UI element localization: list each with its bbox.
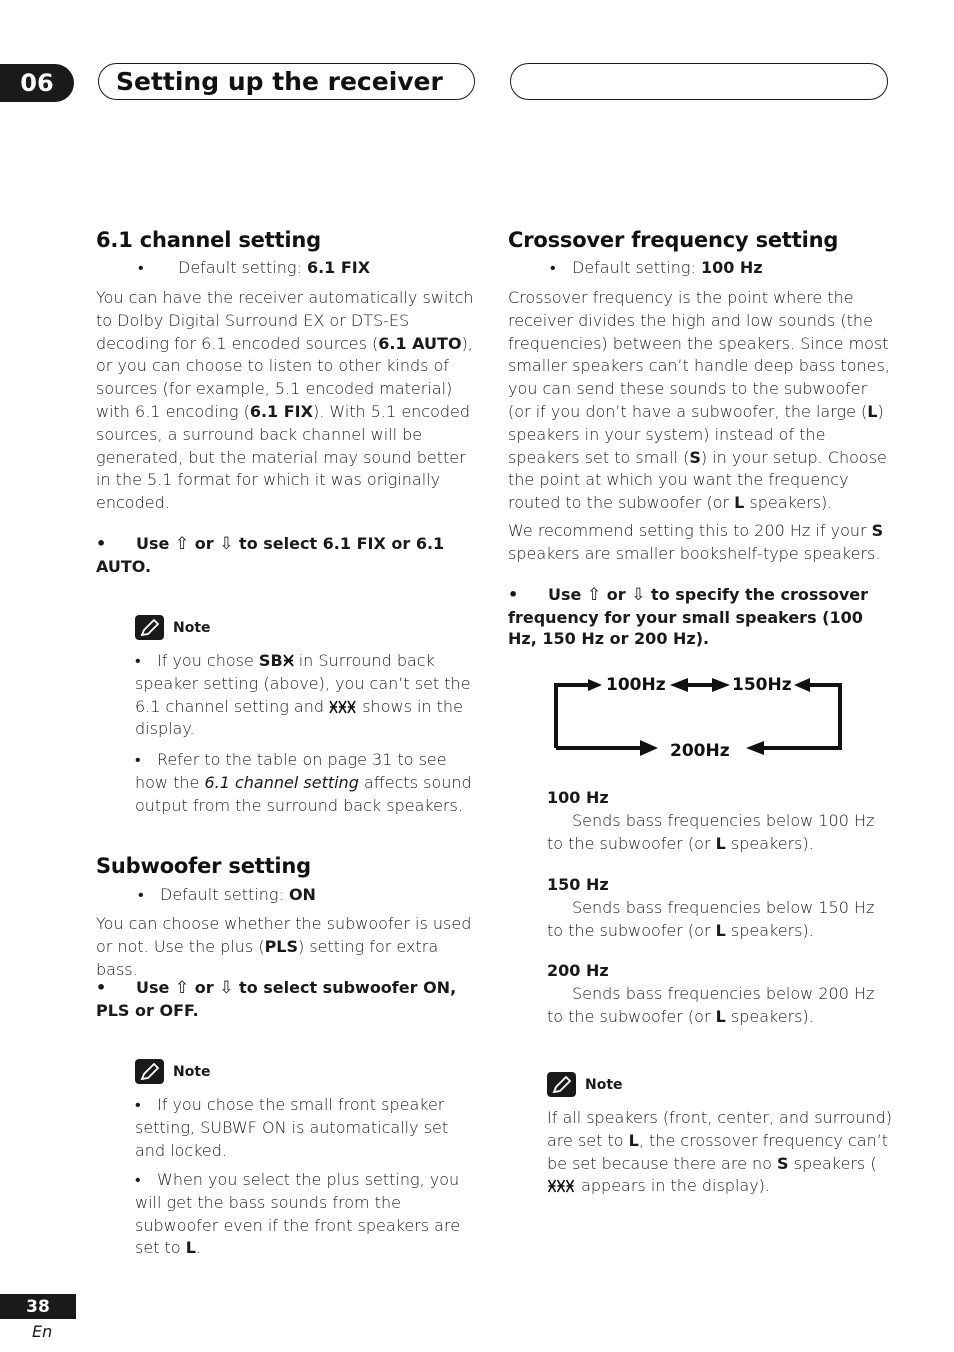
text: speakers).	[725, 1006, 814, 1026]
pencil-note-icon	[547, 1072, 576, 1097]
sb-indicator-icon: SB	[258, 651, 283, 670]
speaker-size: L	[867, 401, 878, 421]
default-label: Default setting:	[160, 885, 289, 904]
speaker-size: S	[871, 521, 884, 540]
speaker-size: L	[715, 920, 726, 940]
option-description	[547, 897, 892, 943]
pencil-note-icon	[135, 615, 164, 640]
subwoofer-note-2	[135, 1169, 475, 1260]
subwoofer-setting-heading: Subwoofer setting	[96, 854, 312, 878]
mode-name: 6.1 FIX	[249, 401, 313, 421]
note-label: Note	[585, 1076, 623, 1093]
subwoofer-instruction	[96, 977, 476, 1021]
default-value: 100 Hz	[700, 258, 763, 277]
crossover-default-setting	[550, 257, 763, 279]
text: .	[195, 1238, 201, 1258]
bullet: •	[96, 534, 107, 553]
crossover-recommendation	[508, 520, 893, 566]
speaker-size: L	[715, 1006, 726, 1026]
text: Sends bass frequencies below 100 Hz to the subwoofer (or	[547, 810, 875, 853]
chapter-tab	[0, 64, 74, 102]
bullet: •	[135, 750, 141, 769]
diagram-label-150: 150Hz	[732, 675, 792, 695]
pencil-note-icon	[135, 1059, 164, 1084]
option-title: 150 Hz	[547, 875, 609, 894]
note-label: Note	[173, 619, 211, 636]
text: ) setting for extra bass.	[96, 936, 439, 979]
text: If you chose the small front speaker setting, SUBWF ON is automatically set and locked.	[135, 1095, 449, 1160]
title-box	[98, 63, 475, 100]
crossover-setting-heading: Crossover frequency setting	[508, 228, 839, 252]
text: You can choose whether the subwoofer is used or not. Use the plus (	[96, 914, 472, 956]
down-arrow-icon: ⇩	[631, 585, 646, 605]
default-label: Default setting:	[178, 258, 307, 277]
crossover-description	[508, 287, 893, 515]
text: We recommend setting this to 200 Hz if your	[508, 521, 872, 540]
option-title: 200 Hz	[547, 961, 609, 980]
channel-note-header	[135, 615, 211, 640]
channel-note-1	[135, 650, 475, 741]
text: speakers).	[725, 920, 814, 940]
diagram-label-200: 200Hz	[670, 741, 730, 760]
mode-name: 6.1 AUTO	[378, 333, 462, 353]
language-code: En	[32, 1322, 53, 1341]
option-description	[547, 983, 892, 1029]
diagram-label-100: 100Hz	[606, 675, 666, 695]
speaker-size: L	[628, 1130, 639, 1150]
text: Use	[548, 585, 587, 604]
text: Use	[136, 978, 175, 997]
text: If you chose	[157, 651, 259, 670]
dashes-indicator-icon	[547, 1179, 576, 1193]
crossover-cycle-diagram	[548, 668, 848, 760]
text: ) speakers in your system) instead of the speakers set to small (	[508, 401, 884, 467]
crossover-option-200	[547, 960, 892, 1028]
text: to select 6.1 FIX or 6.1 AUTO.	[96, 534, 445, 576]
channel-description	[96, 287, 476, 515]
text: speakers are smaller bookshelf-type speakers.	[508, 543, 881, 563]
text: Sends bass frequencies below 200 Hz to the subwoofer (or	[547, 983, 875, 1026]
default-value: ON	[288, 885, 316, 904]
bullet: •	[508, 585, 519, 604]
text: ). With 5.1 encoded sources, a surround back channel will be generated, but the material may sound better in the 5.1 format for which it was originally encoded.	[96, 401, 471, 513]
channel-instruction	[96, 533, 476, 577]
text: You can have the receiver automatically switch to Dolby Digital Surround EX or DTS-ES decoding for 6.1 encoded sources (	[96, 288, 474, 353]
mode-name: PLS	[264, 936, 299, 956]
text: to specify the crossover frequency for your small speakers (100 Hz, 150 Hz or 200 Hz).	[508, 585, 869, 648]
setting-name: 6.1 channel setting	[204, 772, 359, 792]
bullet: •	[138, 258, 144, 277]
text: affects sound output from the surround back speakers.	[135, 772, 472, 815]
subwoofer-note-header	[135, 1059, 211, 1084]
note-label: Note	[173, 1063, 211, 1080]
channel-setting-heading: 6.1 channel setting	[96, 228, 321, 252]
down-arrow-icon: ⇩	[219, 978, 234, 998]
text: shows in the display.	[135, 696, 463, 739]
text: speakers).	[725, 833, 814, 853]
subwoofer-description	[96, 913, 476, 981]
text: Sends bass frequencies below 150 Hz to the subwoofer (or	[547, 897, 875, 940]
sb-indicator-icon	[283, 654, 294, 667]
text: ), or you can choose to listen to other kinds of sources (for example, 5.1 encoded material) with 6.1 encoding (	[96, 333, 473, 421]
text: or	[601, 585, 632, 604]
text: speakers (	[788, 1153, 877, 1173]
up-arrow-icon: ⇧	[174, 534, 190, 554]
text: Crossover frequency is the point where the receiver divides the high and low sounds (the frequencies) between the speakers. Since most smaller speakers can’t handle deep bass tones, you can send these sounds to the subwoofer (or if you don’t have a subwoofer, the large (	[508, 288, 890, 421]
text: , the crossover frequency can’t be set because there are no	[547, 1130, 889, 1173]
bullet: •	[96, 978, 107, 997]
page-title: Setting up the receiver	[116, 67, 443, 96]
channel-default-setting	[138, 257, 370, 279]
bullet: •	[135, 1095, 141, 1114]
text: or	[189, 534, 220, 553]
bullet: •	[550, 258, 556, 277]
bullet: •	[135, 1170, 141, 1189]
speaker-size: L	[185, 1238, 196, 1258]
default-label: Default setting:	[572, 258, 701, 277]
text: appears in the display).	[576, 1176, 771, 1196]
default-value: 6.1 FIX	[306, 258, 371, 277]
speaker-size: S	[689, 447, 701, 467]
crossover-note-header	[547, 1072, 623, 1097]
option-description	[547, 810, 892, 856]
text: to select subwoofer ON, PLS or OFF.	[96, 978, 457, 1020]
text: Refer to the table on page 31 to see how the	[135, 750, 447, 792]
dashes-indicator-icon	[329, 700, 357, 714]
text: When you select the plus setting, you will get the bass sounds from the subwoofer even if the front speakers are set to	[135, 1170, 461, 1258]
text: or	[189, 978, 220, 997]
page-number-tab	[0, 1294, 76, 1319]
crossover-option-150	[547, 874, 892, 942]
text: Use	[136, 534, 175, 553]
bullet: •	[138, 885, 144, 904]
speaker-size: L	[715, 833, 726, 853]
text: speakers).	[744, 493, 833, 513]
down-arrow-icon: ⇩	[219, 534, 234, 554]
chapter-number: 06	[20, 69, 54, 97]
text: in Surround back speaker setting (above), you can’t set the 6.1 channel setting and	[135, 651, 471, 716]
speaker-size: L	[734, 493, 745, 513]
subwoofer-default-setting	[138, 884, 316, 906]
text: ) in your setup. Choose the point at which you want the frequency routed to the subwoofer (or	[508, 447, 887, 513]
crossover-note-text	[547, 1107, 892, 1198]
channel-note-2	[135, 749, 475, 817]
option-title: 100 Hz	[547, 788, 609, 807]
subwoofer-note-1	[135, 1094, 475, 1162]
crossover-instruction	[508, 584, 893, 650]
text: If all speakers (front, center, and surround) are set to	[547, 1108, 892, 1150]
page-number: 38	[26, 1296, 50, 1317]
up-arrow-icon: ⇧	[586, 585, 602, 605]
up-arrow-icon: ⇧	[174, 978, 190, 998]
speaker-size: S	[777, 1153, 789, 1173]
crossover-option-100	[547, 787, 892, 855]
bullet: •	[135, 651, 141, 670]
header-right-box	[510, 63, 888, 100]
